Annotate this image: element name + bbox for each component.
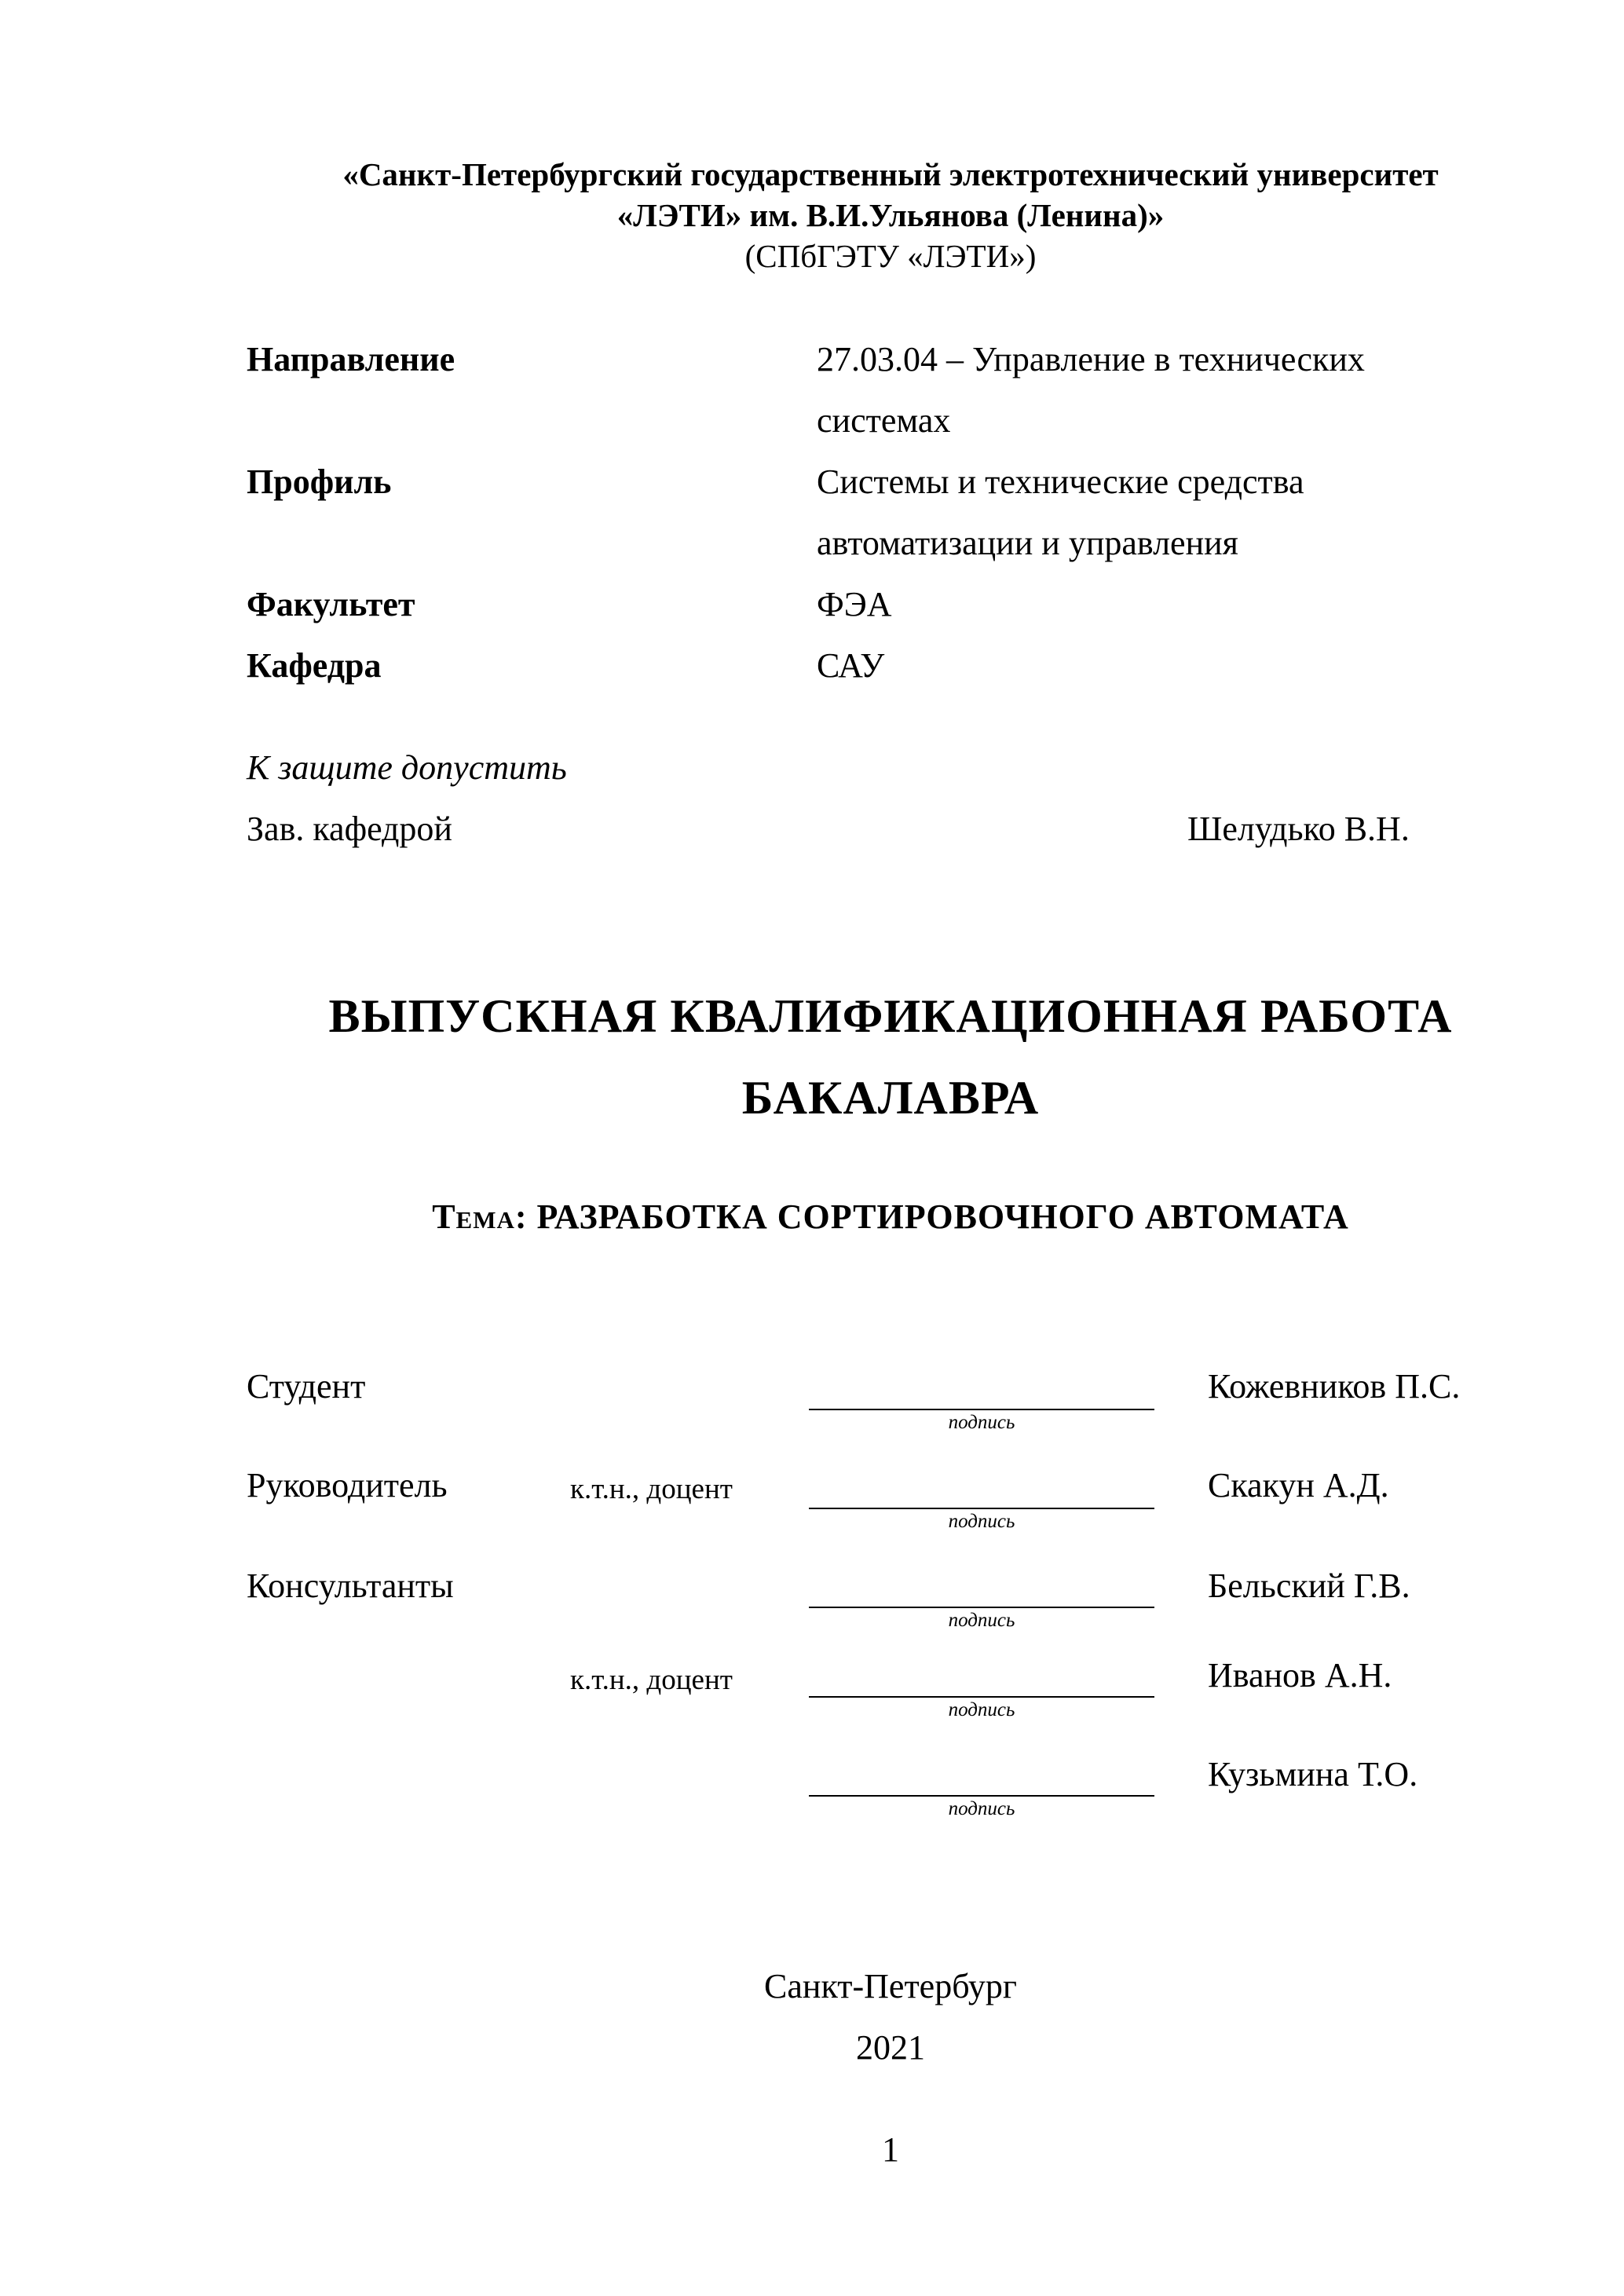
consultant2-rank: к.т.н., доцент	[570, 1664, 733, 1696]
consultant3-name: Кузьмина Т.О.	[1208, 1755, 1418, 1793]
supervisor-rank: к.т.н., доцент	[570, 1473, 733, 1505]
city: Санкт-Петербург	[764, 1967, 1017, 2005]
supervisor-signature-caption: подпись	[948, 1511, 1015, 1532]
department-value: САУ	[817, 646, 885, 685]
department-label: Кафедра	[247, 646, 382, 685]
direction-value-line2: системах	[817, 401, 951, 440]
supervisor-name: Скакун А.Д.	[1208, 1466, 1389, 1504]
profile-label: Профиль	[247, 462, 392, 501]
consultant1-signature-line	[809, 1607, 1154, 1608]
student-signature-line	[809, 1409, 1154, 1410]
direction-label: Направление	[247, 340, 455, 378]
consultant2-signature-caption: подпись	[948, 1699, 1015, 1720]
supervisor-signature-line	[809, 1508, 1154, 1509]
head-of-department-label: Зав. кафедрой	[247, 810, 452, 848]
work-theme	[79, 1197, 1624, 1237]
consultant3-signature-caption: подпись	[948, 1798, 1015, 1819]
theme-prefix: Тема:	[432, 1197, 528, 1236]
direction-value-line1: 27.03.04 – Управление в технических	[817, 340, 1365, 378]
profile-value-line2: автоматизации и управления	[817, 524, 1238, 562]
university-name-line1: «Санкт-Петербургский государственный электротехнический университет	[342, 156, 1439, 192]
year: 2021	[856, 2028, 925, 2067]
university-name-line2: «ЛЭТИ» им. В.И.Ульянова (Ленина)»	[616, 197, 1165, 233]
university-abbreviation: (СПбГЭТУ «ЛЭТИ»)	[744, 238, 1037, 274]
student-label: Студент	[247, 1367, 366, 1406]
work-title-line2: БАКАЛАВРА	[741, 1072, 1040, 1124]
student-signature-caption: подпись	[948, 1412, 1015, 1433]
consultant1-name: Бельский Г.В.	[1208, 1567, 1410, 1605]
student-name: Кожевников П.С.	[1208, 1367, 1461, 1406]
faculty-value: ФЭА	[817, 585, 892, 623]
consultant1-signature-caption: подпись	[948, 1610, 1015, 1631]
theme-text: РАЗРАБОТКА СОРТИРОВОЧНОГО АВТОМАТА	[536, 1197, 1349, 1236]
head-of-department-name: Шелудько В.Н.	[1187, 810, 1410, 848]
page-number: 1	[882, 2130, 899, 2169]
consultant2-signature-line	[809, 1696, 1154, 1698]
supervisor-label: Руководитель	[247, 1466, 448, 1504]
consultants-label: Консультанты	[247, 1567, 454, 1605]
consultant3-signature-line	[809, 1795, 1154, 1797]
consultant2-name: Иванов А.Н.	[1208, 1656, 1392, 1695]
work-title-line1: ВЫПУСКНАЯ КВАЛИФИКАЦИОННАЯ РАБОТА	[328, 990, 1453, 1042]
profile-value-line1: Системы и технические средства	[817, 462, 1304, 501]
admit-to-defense: К защите допустить	[247, 748, 567, 787]
faculty-label: Факультет	[247, 585, 415, 623]
